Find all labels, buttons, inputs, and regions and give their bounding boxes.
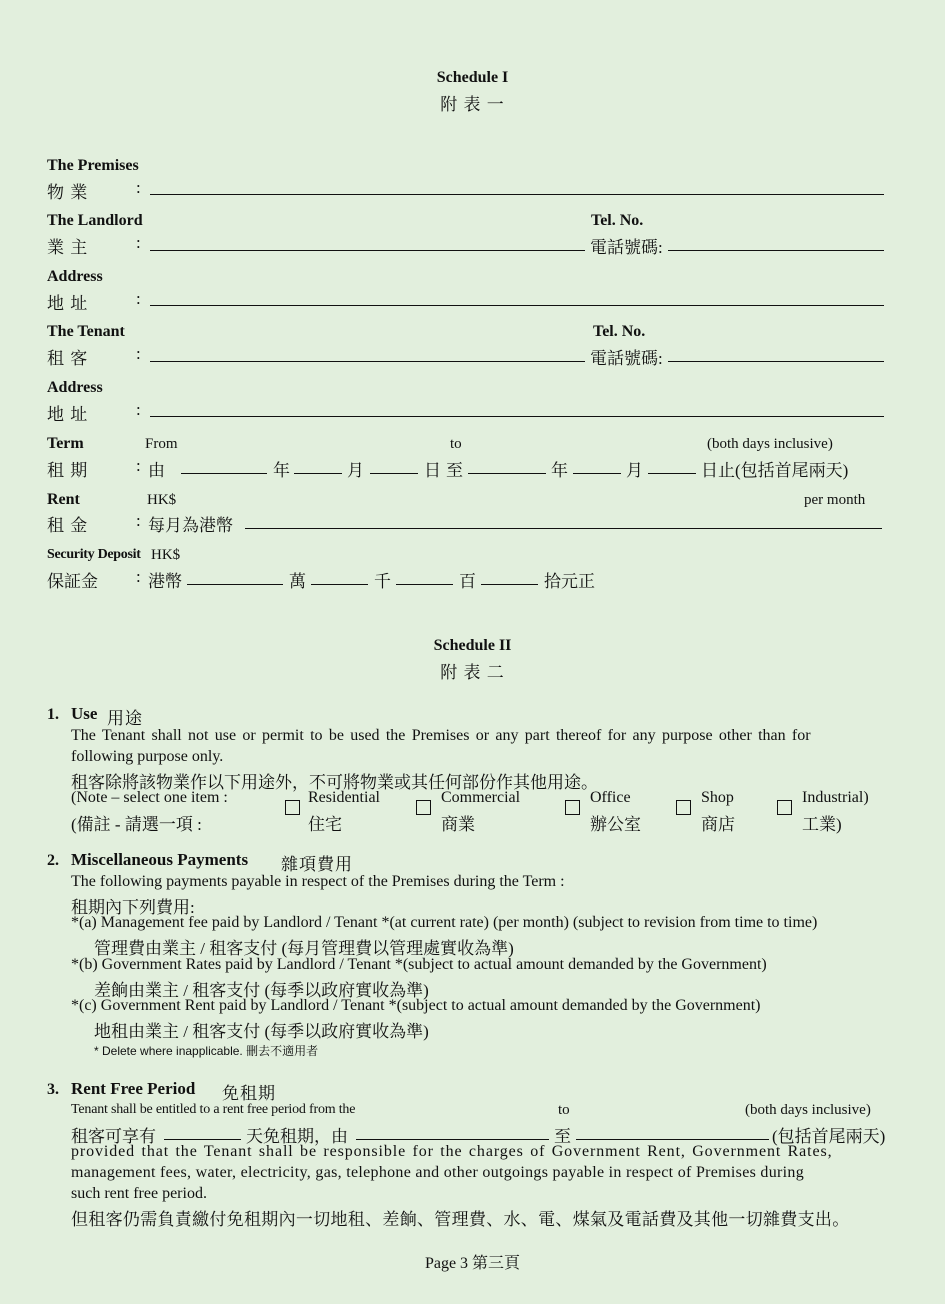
landlord-address-label-zh: 地 址 [47, 294, 89, 313]
rent-currency: HK$ [147, 492, 177, 508]
rentfree-num: 3. [47, 1081, 59, 1098]
use-note: (Note – select one item : [71, 789, 228, 806]
premises-label-zh: 物 業 [47, 183, 89, 202]
landlord-label-zh: 業 主 [47, 238, 89, 257]
term-year-2: 年 [551, 461, 569, 480]
landlord-tel-label-zh: 電話號碼: [590, 238, 663, 257]
use-num: 1. [47, 706, 59, 723]
option-shop: Shop [701, 789, 734, 806]
tenant-label-zh: 租 客 [47, 349, 89, 368]
misc-heading: Miscellaneous Payments [71, 850, 249, 869]
term-start-month-field[interactable] [294, 473, 342, 474]
landlord-tel-field[interactable] [668, 250, 884, 251]
tenant-label: The Tenant [47, 323, 125, 340]
colon: : [136, 567, 142, 586]
page-number: Page 3 第三頁 [424, 1255, 521, 1272]
rentfree-body-3: such rent free period. [71, 1185, 207, 1202]
deposit-unit-shi: 拾元正 [544, 572, 595, 591]
rentfree-zh-a: 租客可享有 [71, 1127, 156, 1146]
rent-label-zh: 租 金 [47, 516, 89, 535]
term-end-day-field[interactable] [648, 473, 696, 474]
landlord-address-label: Address [47, 268, 103, 285]
landlord-name-field[interactable] [150, 250, 585, 251]
industrial-checkbox[interactable] [777, 800, 792, 815]
rentfree-heading: Rent Free Period [71, 1079, 196, 1098]
rentfree-zh-d: (包括首尾兩天) [772, 1127, 886, 1146]
misc-intro: The following payments payable in respect of the Premises during the Term : [71, 873, 565, 890]
tenant-name-field[interactable] [150, 361, 585, 362]
tenant-address-label: Address [47, 379, 103, 396]
term-from: From [145, 436, 178, 452]
colon: : [136, 289, 142, 308]
tenant-tel-field[interactable] [668, 361, 884, 362]
rentfree-line1: Tenant shall be entitled to a rent free period from the [71, 1102, 356, 1117]
deposit-unit-wan: 萬 [289, 572, 307, 591]
term-start-day-field[interactable] [370, 473, 418, 474]
shop-checkbox[interactable] [676, 800, 691, 815]
landlord-address-field[interactable] [150, 305, 884, 306]
tenant-address-field[interactable] [150, 416, 884, 417]
misc-num: 2. [47, 852, 59, 869]
schedule1-title: Schedule I [436, 69, 509, 86]
option-residential-zh: 住宅 [308, 815, 342, 834]
deposit-ten-thousands-field[interactable] [187, 584, 283, 585]
landlord-label: The Landlord [47, 212, 143, 229]
deposit-unit-bai: 百 [459, 572, 477, 591]
use-heading: Use [71, 704, 98, 723]
landlord-tel-label: Tel. No. [591, 212, 644, 229]
rentfree-to: to [558, 1102, 570, 1118]
use-note-zh: (備註 - 請選一項 : [71, 815, 202, 834]
deposit-thousands-field[interactable] [311, 584, 368, 585]
rentfree-heading-zh: 免租期 [222, 1084, 276, 1103]
use-line1: The Tenant shall not use or permit to be used the Premises or any part thereof for any purpose other than for [71, 727, 811, 744]
deposit-label: Security Deposit [47, 547, 141, 562]
option-industrial: Industrial) [802, 789, 869, 806]
term-label: Term [47, 435, 84, 452]
option-commercial-zh: 商業 [441, 815, 475, 834]
premises-label: The Premises [47, 157, 139, 174]
colon: : [136, 400, 142, 419]
rentfree-body-1: provided that the Tenant shall be responsible for the charges of Government Rent, Government Rates, [71, 1143, 833, 1160]
rent-prefix-zh: 每月為港幣 [148, 516, 233, 535]
misc-intro-zh: 租期內下列費用: [71, 898, 195, 917]
misc-item-c: *(c) Government Rent paid by Landlord / Tenant *(subject to actual amount demanded by the Government) [71, 997, 761, 1014]
option-office: Office [590, 789, 631, 806]
rentfree-body-2: management fees, water, electricity, gas, telephone and other outgoings payable in respect of Premises during [71, 1164, 805, 1181]
use-heading-zh: 用途 [107, 709, 143, 728]
term-from-zh: 由 [148, 461, 166, 480]
term-day: 日 [424, 461, 442, 480]
deposit-currency: HK$ [151, 547, 181, 563]
schedule1-title-zh: 附 表 一 [440, 95, 505, 114]
term-inclusive: (both days inclusive) [707, 436, 833, 452]
tenant-tel-label: Tel. No. [593, 323, 646, 340]
commercial-checkbox[interactable] [416, 800, 431, 815]
deposit-unit-qian: 千 [374, 572, 392, 591]
rent-label: Rent [47, 491, 80, 508]
rentfree-start-field[interactable] [356, 1139, 549, 1140]
rentfree-end-field[interactable] [576, 1139, 769, 1140]
colon: : [136, 511, 142, 530]
rentfree-inclusive: (both days inclusive) [745, 1102, 871, 1118]
tenant-tel-label-zh: 電話號碼: [590, 349, 663, 368]
deposit-prefix-zh: 港幣 [148, 572, 182, 591]
rentfree-days-field[interactable] [164, 1139, 241, 1140]
deposit-hundreds-field[interactable] [396, 584, 453, 585]
misc-item-b-zh: 差餉由業主 / 租客支付 (每季以政府實收為準) [94, 981, 429, 1000]
rent-per-month: per month [804, 492, 866, 508]
misc-item-a: *(a) Management fee paid by Landlord / Tenant *(at current rate) (per month) (subject to revision from time to time) [71, 914, 818, 931]
term-month-2: 月 [626, 461, 644, 480]
term-to: to [450, 436, 462, 452]
use-line2: following purpose only. [71, 748, 224, 765]
term-end-month-field[interactable] [573, 473, 621, 474]
deposit-tens-field[interactable] [481, 584, 538, 585]
misc-item-b: *(b) Government Rates paid by Landlord / Tenant *(subject to actual amount demanded by the Government) [71, 956, 767, 973]
colon: : [136, 233, 142, 252]
option-residential: Residential [308, 789, 380, 806]
option-industrial-zh: 工業) [802, 815, 842, 834]
use-line-zh: 租客除將該物業作以下用途外，不可將物業或其任何部份作其他用途。 [71, 773, 598, 792]
option-office-zh: 辦公室 [590, 815, 641, 834]
term-start-year-field[interactable] [181, 473, 267, 474]
colon: : [136, 178, 142, 197]
office-checkbox[interactable] [565, 800, 580, 815]
premises-field[interactable] [150, 194, 884, 195]
colon: : [136, 344, 142, 363]
option-commercial: Commercial [441, 789, 521, 806]
misc-item-c-zh: 地租由業主 / 租客支付 (每季以政府實收為準) [94, 1022, 429, 1041]
colon: : [136, 456, 142, 475]
residential-checkbox[interactable] [285, 800, 300, 815]
tenant-address-label-zh: 地 址 [47, 405, 89, 424]
misc-item-a-zh: 管理費由業主 / 租客支付 (每月管理費以管理處實收為準) [94, 939, 514, 958]
misc-heading-zh: 雜項費用 [281, 855, 353, 874]
rentfree-zh-b: 天免租期，由 [246, 1127, 348, 1146]
rentfree-body-zh: 但租客仍需負責繳付免租期內一切地租、差餉、管理費、水、電、煤氣及電話費及其他一切雜費支出。 [71, 1210, 850, 1229]
rentfree-zh-c: 至 [554, 1127, 572, 1146]
deposit-label-zh: 保証金 [47, 572, 98, 591]
schedule2-title: Schedule II [433, 637, 512, 654]
misc-delete-note: * Delete where inapplicable. 刪去不適用者 [94, 1044, 319, 1058]
term-end-zh: 日止(包括首尾兩天) [701, 461, 849, 480]
schedule2-title-zh: 附 表 二 [440, 663, 505, 682]
term-end-year-field[interactable] [468, 473, 546, 474]
term-month: 月 [347, 461, 365, 480]
option-shop-zh: 商店 [701, 815, 735, 834]
rent-amount-field[interactable] [245, 528, 882, 529]
term-year: 年 [273, 461, 291, 480]
term-label-zh: 租 期 [47, 461, 89, 480]
term-to-zh: 至 [446, 461, 464, 480]
